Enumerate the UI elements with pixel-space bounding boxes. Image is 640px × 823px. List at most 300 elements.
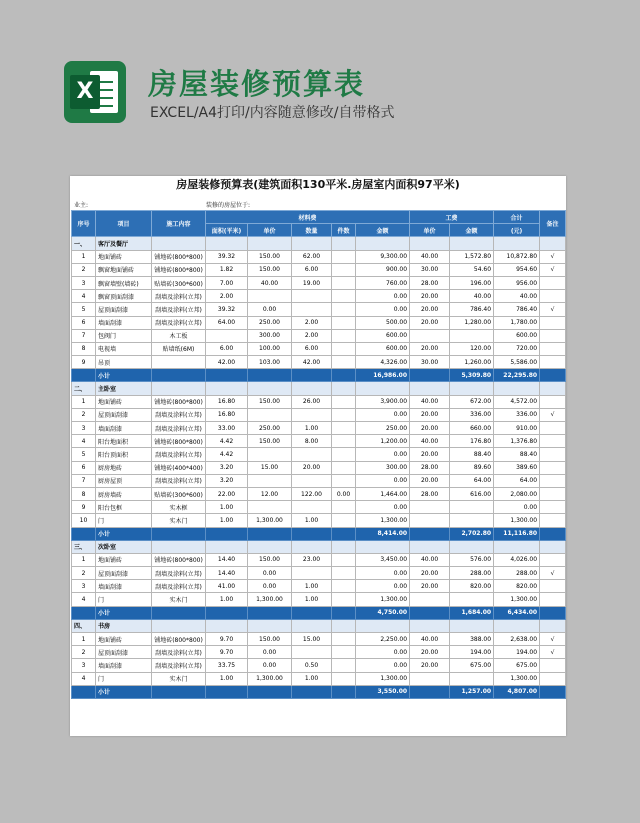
- cell-item: 厨房墙砖: [96, 487, 152, 500]
- subtotal-row: [72, 369, 566, 382]
- table-row: [72, 501, 566, 514]
- cell-total: 600.00: [494, 329, 540, 342]
- subtotal-labor-amount: 2,702.80: [450, 527, 494, 540]
- cell-unit-price: 0.00: [248, 303, 292, 316]
- cell-seq: 1: [72, 633, 96, 646]
- cell-item: 飘窗顶面刮漆: [96, 290, 152, 303]
- cell-labor-amount: 1,260.00: [450, 356, 494, 369]
- cell-total: 10,872.80: [494, 250, 540, 263]
- table-row: [72, 646, 566, 659]
- section-seq: 三、: [72, 540, 96, 553]
- cell-labor-unit: [410, 514, 450, 527]
- table-row: [72, 553, 566, 566]
- cell-seq: 3: [72, 659, 96, 672]
- cell-pieces: [332, 422, 356, 435]
- cell-remark: [540, 316, 566, 329]
- section-name: 主卧室: [96, 382, 152, 395]
- subtotal-labor-amount: 5,309.80: [450, 369, 494, 382]
- cell-labor-amount: 675.00: [450, 659, 494, 672]
- cell-item: 阳台地面积: [96, 435, 152, 448]
- cell-content: 木工板: [152, 329, 206, 342]
- cell-content: 实木门: [152, 593, 206, 606]
- cell-remark: [540, 593, 566, 606]
- cell-pieces: [332, 448, 356, 461]
- table-cell: [494, 382, 540, 395]
- cell-seq: 8: [72, 487, 96, 500]
- subtotal-total: 11,116.80: [494, 527, 540, 540]
- cell-total: 64.00: [494, 474, 540, 487]
- cell-area: 64.00: [206, 316, 248, 329]
- cell-pieces: [332, 263, 356, 276]
- cell-area: 9.70: [206, 646, 248, 659]
- table-cell: [450, 237, 494, 250]
- table-cell: [72, 369, 96, 382]
- cell-remark: [540, 329, 566, 342]
- table-cell: [248, 540, 292, 553]
- cell-labor-amount: 40.00: [450, 290, 494, 303]
- cell-labor-unit: 28.00: [410, 461, 450, 474]
- cell-unit-price: [248, 474, 292, 487]
- table-body: [72, 237, 566, 699]
- table-cell: [248, 237, 292, 250]
- cell-unit-price: 150.00: [248, 395, 292, 408]
- table-cell: [410, 527, 450, 540]
- cell-item: 屋顶面刮漆: [96, 408, 152, 421]
- header-qty: 数量: [292, 224, 332, 237]
- cell-total: 1,300.00: [494, 514, 540, 527]
- cell-total: 4,026.00: [494, 553, 540, 566]
- table-row: [72, 356, 566, 369]
- cell-pieces: [332, 474, 356, 487]
- sheet-info-row: [70, 198, 566, 210]
- cell-qty: 6.00: [292, 263, 332, 276]
- cell-qty: [292, 303, 332, 316]
- cell-item: 飘窗墙壁(墙砖): [96, 276, 152, 289]
- table-cell: [152, 606, 206, 619]
- cell-seq: 7: [72, 474, 96, 487]
- cell-seq: 6: [72, 316, 96, 329]
- cell-amount: 0.00: [356, 303, 410, 316]
- table-cell: [494, 237, 540, 250]
- table-cell: [494, 619, 540, 632]
- cell-labor-amount: 672.00: [450, 395, 494, 408]
- table-row: [72, 290, 566, 303]
- cell-qty: 20.00: [292, 461, 332, 474]
- cell-amount: 3,900.00: [356, 395, 410, 408]
- table-row: [72, 276, 566, 289]
- cell-seq: 3: [72, 580, 96, 593]
- cell-labor-unit: 20.00: [410, 303, 450, 316]
- cell-unit-price: 150.00: [248, 250, 292, 263]
- table-cell: [540, 527, 566, 540]
- header-labor-unit: 单价: [410, 224, 450, 237]
- cell-area: 39.32: [206, 250, 248, 263]
- cell-labor-amount: 616.00: [450, 487, 494, 500]
- section-seq: 一、: [72, 237, 96, 250]
- table-cell: [152, 382, 206, 395]
- cell-seq: 2: [72, 408, 96, 421]
- cell-area: 3.20: [206, 461, 248, 474]
- cell-labor-amount: [450, 329, 494, 342]
- cell-item: 门: [96, 672, 152, 685]
- section-row: [72, 619, 566, 632]
- cell-amount: 300.00: [356, 461, 410, 474]
- table-row: [72, 303, 566, 316]
- cell-unit-price: 0.00: [248, 646, 292, 659]
- cell-remark: √: [540, 250, 566, 263]
- cell-pieces: [332, 593, 356, 606]
- cell-labor-unit: 20.00: [410, 290, 450, 303]
- cell-content: 铺地砖(400*400): [152, 461, 206, 474]
- cell-seq: 1: [72, 553, 96, 566]
- section-row: [72, 540, 566, 553]
- table-row: [72, 672, 566, 685]
- cell-content: 铺地砖(800*800): [152, 395, 206, 408]
- cell-remark: [540, 474, 566, 487]
- cell-qty: 0.50: [292, 659, 332, 672]
- cell-content: 刮墙及涂料(立邦): [152, 290, 206, 303]
- cell-remark: [540, 276, 566, 289]
- table-row: [72, 474, 566, 487]
- cell-seq: 5: [72, 303, 96, 316]
- cell-content: 刮墙及涂料(立邦): [152, 646, 206, 659]
- cell-labor-amount: 196.00: [450, 276, 494, 289]
- cell-labor-unit: 20.00: [410, 448, 450, 461]
- cell-seq: 1: [72, 250, 96, 263]
- table-cell: [410, 369, 450, 382]
- cell-total: 2,080.00: [494, 487, 540, 500]
- cell-qty: 23.00: [292, 553, 332, 566]
- table-cell: [356, 237, 410, 250]
- cell-seq: 4: [72, 672, 96, 685]
- table-cell: [206, 237, 248, 250]
- cell-area: 33.75: [206, 659, 248, 672]
- table-cell: [248, 369, 292, 382]
- cell-area: 16.80: [206, 408, 248, 421]
- table-cell: [206, 606, 248, 619]
- cell-pieces: [332, 329, 356, 342]
- cell-unit-price: 12.00: [248, 487, 292, 500]
- cell-area: 3.20: [206, 474, 248, 487]
- table-cell: [332, 685, 356, 698]
- cell-seq: 8: [72, 342, 96, 355]
- cell-labor-amount: 194.00: [450, 646, 494, 659]
- cell-amount: 1,200.00: [356, 435, 410, 448]
- cell-total: 720.00: [494, 342, 540, 355]
- sheet-title: 房屋装修预算表(建筑面积130平米.房屋室内面积97平米): [176, 178, 460, 191]
- cell-item: 墙面刮漆: [96, 422, 152, 435]
- cell-remark: [540, 580, 566, 593]
- cell-item: 飘窗地面铺砖: [96, 263, 152, 276]
- subtotal-row: [72, 685, 566, 698]
- cell-labor-unit: 28.00: [410, 487, 450, 500]
- cell-remark: [540, 501, 566, 514]
- cell-area: 1.00: [206, 514, 248, 527]
- table-cell: [206, 382, 248, 395]
- cell-total: 4,572.00: [494, 395, 540, 408]
- cell-unit-price: 0.00: [248, 659, 292, 672]
- cell-seq: 1: [72, 395, 96, 408]
- cell-content: 刮墙及涂料(立邦): [152, 316, 206, 329]
- cell-content: 刮墙及涂料(立邦): [152, 580, 206, 593]
- cell-unit-price: 0.00: [248, 580, 292, 593]
- cell-content: 贴墙纸(6M): [152, 342, 206, 355]
- cell-item: 门: [96, 514, 152, 527]
- cell-amount: 600.00: [356, 342, 410, 355]
- cell-item: 厨房地砖: [96, 461, 152, 474]
- cell-pieces: [332, 435, 356, 448]
- cell-labor-amount: 1,280.00: [450, 316, 494, 329]
- cell-labor-unit: [410, 593, 450, 606]
- cell-qty: 1.00: [292, 580, 332, 593]
- table-row: [72, 448, 566, 461]
- table-row: [72, 250, 566, 263]
- table-cell: [72, 685, 96, 698]
- cell-total: 389.60: [494, 461, 540, 474]
- header-labor-group: 工费: [410, 211, 494, 224]
- cell-content: 铺地砖(800*800): [152, 553, 206, 566]
- table-cell: [206, 619, 248, 632]
- cell-labor-unit: [410, 501, 450, 514]
- cell-content: 铺地砖(800*800): [152, 250, 206, 263]
- cell-remark: [540, 659, 566, 672]
- header-amount: 金额: [356, 224, 410, 237]
- subtotal-row: [72, 527, 566, 540]
- cell-total: 194.00: [494, 646, 540, 659]
- cell-amount: 0.00: [356, 474, 410, 487]
- subtotal-amount: 8,414.00: [356, 527, 410, 540]
- cell-unit-price: 100.00: [248, 342, 292, 355]
- table-cell: [292, 382, 332, 395]
- cell-labor-unit: [410, 672, 450, 685]
- cell-pieces: [332, 659, 356, 672]
- cell-area: 22.00: [206, 487, 248, 500]
- cell-unit-price: 150.00: [248, 263, 292, 276]
- table-cell: [332, 619, 356, 632]
- cell-total: 40.00: [494, 290, 540, 303]
- cell-area: 1.82: [206, 263, 248, 276]
- cell-remark: √: [540, 633, 566, 646]
- cell-total: 336.00: [494, 408, 540, 421]
- excel-icon: [64, 61, 126, 123]
- cell-pieces: [332, 356, 356, 369]
- table-cell: [292, 606, 332, 619]
- cell-unit-price: 250.00: [248, 422, 292, 435]
- cell-qty: [292, 448, 332, 461]
- cell-qty: 26.00: [292, 395, 332, 408]
- header-total-unit: (元): [494, 224, 540, 237]
- table-cell: [332, 527, 356, 540]
- cell-item: 地面铺砖: [96, 395, 152, 408]
- cell-remark: √: [540, 408, 566, 421]
- table-cell: [540, 382, 566, 395]
- table-cell: [356, 619, 410, 632]
- cell-seq: 5: [72, 448, 96, 461]
- cell-area: 42.00: [206, 356, 248, 369]
- cell-labor-amount: 88.40: [450, 448, 494, 461]
- cell-pieces: [332, 303, 356, 316]
- cell-total: 5,586.00: [494, 356, 540, 369]
- cell-content: [152, 356, 206, 369]
- cell-seq: 4: [72, 593, 96, 606]
- cell-amount: 0.00: [356, 646, 410, 659]
- table-row: [72, 342, 566, 355]
- cell-seq: 9: [72, 501, 96, 514]
- cell-unit-price: 15.00: [248, 461, 292, 474]
- cell-seq: 10: [72, 514, 96, 527]
- cell-qty: [292, 408, 332, 421]
- table-cell: [248, 527, 292, 540]
- table-cell: [410, 540, 450, 553]
- cell-unit-price: 40.00: [248, 276, 292, 289]
- cell-remark: [540, 422, 566, 435]
- cell-amount: 0.00: [356, 580, 410, 593]
- section-name: 书房: [96, 619, 152, 632]
- table-cell: [410, 382, 450, 395]
- table-cell: [332, 237, 356, 250]
- table-cell: [410, 619, 450, 632]
- cell-labor-unit: 20.00: [410, 408, 450, 421]
- table-cell: [540, 237, 566, 250]
- cell-labor-amount: 64.00: [450, 474, 494, 487]
- cell-unit-price: [248, 501, 292, 514]
- cell-labor-unit: 30.00: [410, 263, 450, 276]
- cell-unit-price: 1,300.00: [248, 514, 292, 527]
- cell-labor-unit: 40.00: [410, 633, 450, 646]
- cell-unit-price: [248, 408, 292, 421]
- cell-item: 门: [96, 593, 152, 606]
- table-cell: [540, 369, 566, 382]
- header-unit-price: 单价: [248, 224, 292, 237]
- table-cell: [292, 527, 332, 540]
- cell-pieces: [332, 553, 356, 566]
- cell-remark: √: [540, 646, 566, 659]
- cell-labor-unit: 30.00: [410, 356, 450, 369]
- table-cell: [540, 619, 566, 632]
- cell-labor-amount: 288.00: [450, 567, 494, 580]
- cell-item: 吊顶: [96, 356, 152, 369]
- cell-amount: 0.00: [356, 290, 410, 303]
- subtotal-label: 小计: [96, 606, 152, 619]
- cell-total: 1,300.00: [494, 593, 540, 606]
- cell-qty: [292, 646, 332, 659]
- cell-area: 6.00: [206, 342, 248, 355]
- cell-content: 贴墙砖(300*600): [152, 276, 206, 289]
- cell-remark: [540, 435, 566, 448]
- cell-content: 刮墙及涂料(立邦): [152, 659, 206, 672]
- cell-unit-price: [248, 290, 292, 303]
- table-cell: [292, 369, 332, 382]
- cell-total: 1,780.00: [494, 316, 540, 329]
- cell-item: 电视墙: [96, 342, 152, 355]
- table-cell: [292, 685, 332, 698]
- cell-labor-amount: 120.00: [450, 342, 494, 355]
- cell-labor-unit: 40.00: [410, 553, 450, 566]
- table-cell: [72, 527, 96, 540]
- cell-total: 954.60: [494, 263, 540, 276]
- subtotal-label: 小计: [96, 685, 152, 698]
- cell-amount: 0.00: [356, 408, 410, 421]
- cell-total: 1,376.80: [494, 435, 540, 448]
- cell-unit-price: 150.00: [248, 553, 292, 566]
- section-name: 客厅及餐厅: [96, 237, 152, 250]
- cell-remark: [540, 356, 566, 369]
- table-row: [72, 580, 566, 593]
- cell-content: 贴墙砖(300*600): [152, 487, 206, 500]
- cell-labor-unit: 20.00: [410, 342, 450, 355]
- cell-unit-price: 300.00: [248, 329, 292, 342]
- cell-total: 786.40: [494, 303, 540, 316]
- cell-labor-unit: 20.00: [410, 659, 450, 672]
- table-cell: [152, 369, 206, 382]
- cell-qty: 2.00: [292, 316, 332, 329]
- cell-content: 实木门: [152, 514, 206, 527]
- cell-amount: 0.00: [356, 659, 410, 672]
- cell-area: 1.00: [206, 593, 248, 606]
- cell-pieces: [332, 290, 356, 303]
- table-cell: [332, 540, 356, 553]
- cell-content: 实木框: [152, 501, 206, 514]
- cell-area: 1.00: [206, 501, 248, 514]
- table-cell: [410, 237, 450, 250]
- cell-labor-amount: [450, 501, 494, 514]
- cell-labor-unit: 20.00: [410, 567, 450, 580]
- table-cell: [450, 619, 494, 632]
- header-pieces: 件数: [332, 224, 356, 237]
- table-row: [72, 659, 566, 672]
- cell-qty: 2.00: [292, 329, 332, 342]
- table-row: [72, 422, 566, 435]
- section-name: 次卧室: [96, 540, 152, 553]
- cell-qty: 8.00: [292, 435, 332, 448]
- cell-amount: 0.00: [356, 448, 410, 461]
- cell-area: 41.00: [206, 580, 248, 593]
- cell-qty: 19.00: [292, 276, 332, 289]
- cell-labor-amount: [450, 514, 494, 527]
- header-content: 施工内容: [152, 211, 206, 237]
- cell-seq: 2: [72, 263, 96, 276]
- header-seq: 序号: [72, 211, 96, 237]
- cell-unit-price: 0.00: [248, 567, 292, 580]
- table-cell: [450, 540, 494, 553]
- cell-content: 刮墙及涂料(立邦): [152, 408, 206, 421]
- table-cell: [152, 527, 206, 540]
- cell-labor-amount: 576.00: [450, 553, 494, 566]
- subtotal-amount: 3,550.00: [356, 685, 410, 698]
- cell-labor-amount: 89.60: [450, 461, 494, 474]
- header-total: 合计: [494, 211, 540, 224]
- table-row: [72, 435, 566, 448]
- cell-area: 1.00: [206, 672, 248, 685]
- table-cell: [292, 540, 332, 553]
- cell-item: 地面铺砖: [96, 250, 152, 263]
- cell-qty: 42.00: [292, 356, 332, 369]
- cell-amount: 2,250.00: [356, 633, 410, 646]
- cell-labor-amount: 388.00: [450, 633, 494, 646]
- cell-seq: 4: [72, 435, 96, 448]
- cell-remark: [540, 553, 566, 566]
- cell-seq: 3: [72, 276, 96, 289]
- table-row: [72, 567, 566, 580]
- cell-labor-amount: 176.80: [450, 435, 494, 448]
- cell-total: 2,638.00: [494, 633, 540, 646]
- cell-item: 墙面刮漆: [96, 316, 152, 329]
- table-cell: [332, 606, 356, 619]
- subtotal-label: 小计: [96, 527, 152, 540]
- cell-area: 39.32: [206, 303, 248, 316]
- cell-labor-amount: 336.00: [450, 408, 494, 421]
- cell-item: 墙面刮漆: [96, 659, 152, 672]
